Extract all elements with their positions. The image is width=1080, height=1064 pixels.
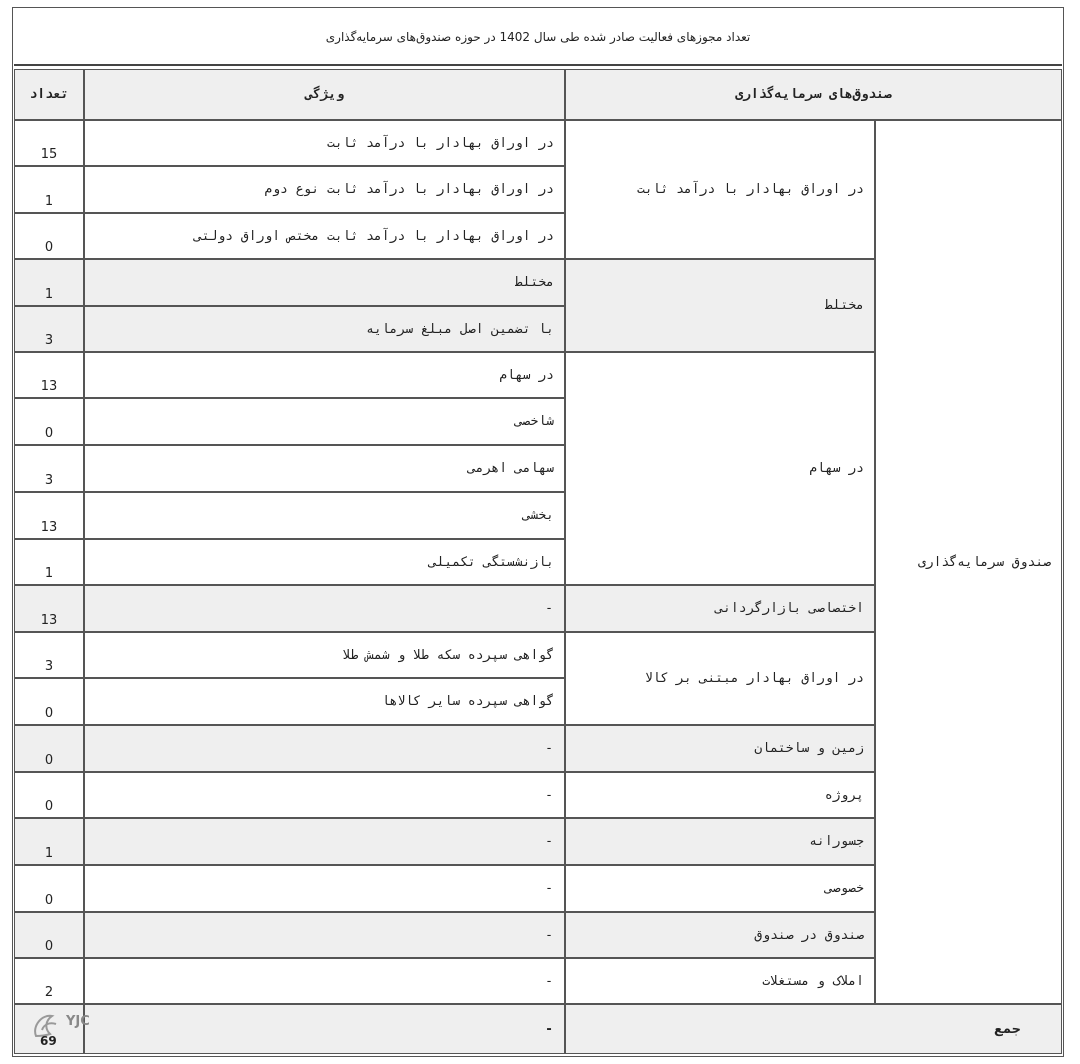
row-feature: شاخصی	[84, 398, 565, 445]
row-feature: گواهی سپرده سایر کالاها	[84, 678, 565, 725]
total-feature: -	[84, 1004, 565, 1054]
row-count: 15	[14, 120, 84, 166]
row-count: 13	[14, 585, 84, 632]
row-count: 3	[14, 445, 84, 492]
group-real-estate: زمین و ساختمان	[565, 725, 875, 772]
row-feature: گواهی سپرده سکه طلا و شمش طلا	[84, 632, 565, 678]
header-funds: صندوق‌های سرمایه‌گذاری	[565, 69, 1062, 120]
group-venture: جسورانه	[565, 818, 875, 865]
group-commodity: در اوراق بهادار مبتنی بر کالا	[565, 632, 875, 725]
total-label: جمع	[565, 1004, 1062, 1054]
row-feature: بازنشستگی تکمیلی	[84, 539, 565, 585]
row-count: 0	[14, 213, 84, 259]
watermark-text: YJC	[66, 1014, 90, 1029]
row-count: 0	[14, 725, 84, 772]
row-feature: بخشی	[84, 492, 565, 539]
row-count: 0	[14, 912, 84, 958]
row-count: 3	[14, 306, 84, 352]
row-count: 0	[14, 865, 84, 912]
row-feature: -	[84, 958, 565, 1004]
row-feature: با تضمین اصل مبلغ سرمایه	[84, 306, 565, 352]
row-count: 13	[14, 492, 84, 539]
group-mixed: مختلط	[565, 259, 875, 352]
row-feature: در اوراق بهادار با درآمد ثابت نوع دوم	[84, 166, 565, 213]
group-project: پروژه	[565, 772, 875, 818]
row-count: 13	[14, 352, 84, 398]
group-fixed-income: در اوراق بهادار با درآمد ثابت	[565, 120, 875, 259]
row-feature: -	[84, 772, 565, 818]
row-count: 0	[14, 398, 84, 445]
row-count: 1	[14, 259, 84, 306]
header-feature: ویژگی	[84, 69, 565, 120]
header-count: تعداد	[14, 69, 84, 120]
group-market-making: اختصاصی بازارگردانی	[565, 585, 875, 632]
row-count: 1	[14, 166, 84, 213]
group-property: املاک و مستغلات	[565, 958, 875, 1004]
row-count: 1	[14, 818, 84, 865]
row-feature: در اوراق بهادار با درآمد ثابت	[84, 120, 565, 166]
row-count: 3	[14, 632, 84, 678]
row-feature: در سهام	[84, 352, 565, 398]
row-feature: -	[84, 865, 565, 912]
row-feature: -	[84, 818, 565, 865]
row-count: 1	[14, 539, 84, 585]
row-count: 0	[14, 678, 84, 725]
row-feature: -	[84, 585, 565, 632]
category-cell: صندوق سرمایه‌گذاری	[875, 120, 1062, 1004]
row-count: 2	[14, 958, 84, 1004]
total-count: 69	[40, 1034, 57, 1048]
row-feature: -	[84, 725, 565, 772]
group-fund-of-funds: صندوق در صندوق	[565, 912, 875, 958]
group-private: خصوصی	[565, 865, 875, 912]
row-count: 0	[14, 772, 84, 818]
row-feature: -	[84, 912, 565, 958]
table-title: تعداد مجوزهای فعالیت صادر شده طی سال 1402 در حوزه صندوق‌های سرمایه‌گذاری	[14, 9, 1062, 66]
row-feature: در اوراق بهادار با درآمد ثابت مختص اوراق دولتی	[84, 213, 565, 259]
row-feature: سهامی اهرمی	[84, 445, 565, 492]
group-equity: در سهام	[565, 352, 875, 585]
row-feature: مختلط	[84, 259, 565, 306]
